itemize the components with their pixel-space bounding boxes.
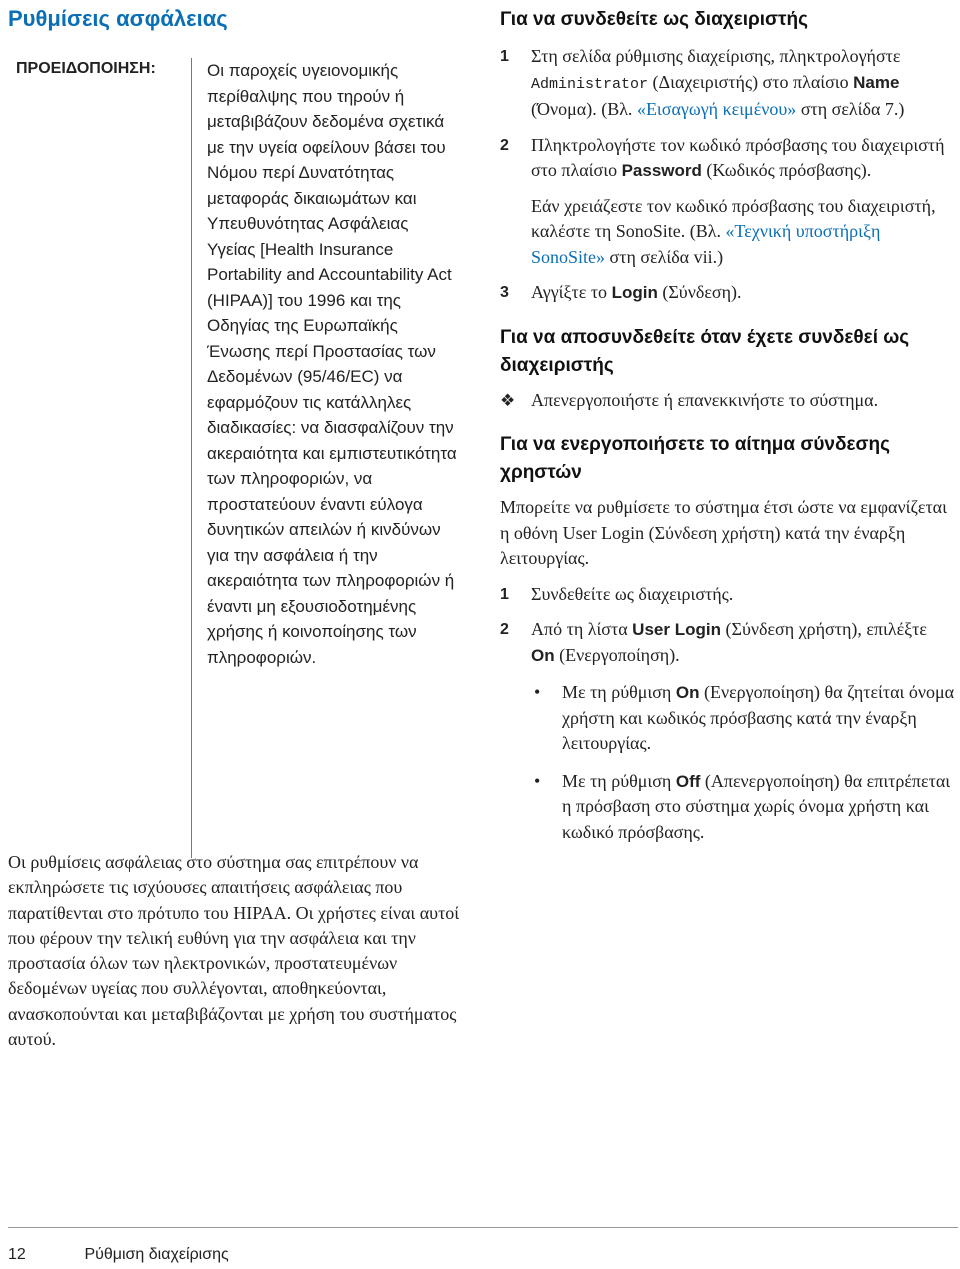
cross-reference-link[interactable]: «Εισαγωγή κειμένου» xyxy=(636,99,797,119)
login-step-2: 2 Πληκτρολογήστε τον κωδικό πρόσβασης του διαχειριστή στο πλαίσιο Password (Κωδικός πρόσβασης). xyxy=(500,134,945,180)
enable-step-1: 1 Συνδεθείτε ως διαχειριστής. xyxy=(500,582,955,608)
footer-divider xyxy=(8,1227,958,1228)
bold-term: Name xyxy=(853,72,900,92)
step-number: 1 xyxy=(500,48,509,65)
page-number: 12 xyxy=(8,1246,26,1263)
security-intro-paragraph: Οι ρυθμίσεις ασφάλειας στο σύστημα σας επιτρέπουν να εκπληρώσετε τις ισχύουσες απαιτήσεις ασφάλειας που παρατίθενται στο πρότυπο του HIPAA. Οι χρήστες είναι αυτοί που φέρουν την τελική ευθύνη για την ασφάλεια και την προστασία όλων των ηλεκτρονικών, προστατευμένων δεδομένων υγείας που συλλέγονται, αποθηκεύονται, ανασκοπούνται και μεταβιβάζονται με χρήση του συστήματος αυτού. xyxy=(8,852,460,1050)
bold-term: User Login xyxy=(632,620,721,639)
bullet-icon: • xyxy=(534,770,541,791)
logout-item: ❖ Απενεργοποιήστε ή επανεκκινήστε το σύστημα. xyxy=(500,388,955,414)
bold-term: Off xyxy=(675,771,701,791)
enable-login-intro: Μπορείτε να ρυθμίσετε το σύστημα έτσι ώστε να εμφανίζεται η οθόνη User Login (Σύνδεση χρήστη) κατά την έναρξη λειτουργίας. xyxy=(500,497,947,568)
logout-heading: Για να αποσυνδεθείτε όταν έχετε συνδεθεί ως διαχειριστής xyxy=(500,326,910,376)
login-step-3: 3 Αγγίξτε το Login (Σύνδεση). xyxy=(500,280,955,306)
login-heading: Για να συνδεθείτε ως διαχειριστής xyxy=(500,9,808,30)
page-footer xyxy=(8,1245,229,1265)
step-number: 2 xyxy=(500,136,509,154)
bullet-on-setting: • Με τη ρύθμιση On (Ενεργοποίηση) θα ζητείται όνομα χρήστη και κωδικός πρόσβασης κατά την έναρξη λειτουργίας. xyxy=(534,682,955,753)
cross-reference-link[interactable]: «Τεχνική υποστήριξη SonoSite» xyxy=(531,221,881,267)
warning-block xyxy=(8,58,460,828)
bold-term: On xyxy=(675,683,700,702)
bold-term: Password xyxy=(621,161,702,180)
right-column xyxy=(500,6,955,845)
warning-divider xyxy=(191,58,192,858)
login-note: Εάν χρειάζεστε τον κωδικό πρόσβασης του διαχειριστή, καλέστε τη SonoSite. (Βλ. «Τεχνική υποστήριξη SonoSite» στη σελίδα vii.) xyxy=(531,195,936,267)
warning-text: Οι παροχείς υγειονομικής περίθαλψης που τηρούν ή μεταβιβάζουν δεδομένα σχετικά με την υγεία οφείλουν βάσει του Νόμου περί Δυνατότητας μεταφοράς δικαιωμάτων και Υπευθυνότητας Ασφάλειας Υγείας [Health Insurance Portability and Accountability Act (HIPAA)] του 1996 και της Οδηγίας της Ευρωπαϊκής Ένωσης περί Προστασίας των Δεδομένων (95/46/EC) να εφαρμόζουν τις κατάλληλες διαδικασίες: να διασφαλίζουν την ακεραιότητα και εμπιστευτικότητα των πληροφοριών, να προστατεύουν έναντι εύλογα δυνητικών απειλών ή κινδύνων για την ασφάλεια ή την ακεραιότητα των πληροφοριών ή έναντι μη εξουσιοδοτημένης χρήσης ή κοινοποίησης των πληροφοριών. xyxy=(207,61,457,667)
enable-step-2: 2 Από τη λίστα User Login (Σύνδεση χρήστη), επιλέξτε On (Ενεργοποίηση). xyxy=(500,619,927,665)
step-number: 2 xyxy=(500,621,509,638)
step-number: 1 xyxy=(500,585,509,603)
code-text: Administrator xyxy=(531,75,649,93)
warning-label: ΠΡΟΕΙΔΟΠΟΙΗΣΗ: xyxy=(16,60,156,77)
bold-term: On xyxy=(531,645,555,665)
page-title: Ρυθμίσεις ασφάλειας xyxy=(8,6,228,31)
login-step-1: 1 Στη σελίδα ρύθμισης διαχείρισης, πληκτρολογήστε Administrator (Διαχειριστής) στο πλαίσιο Name (Όνομα). (Βλ. «Εισαγωγή κειμένου» στη σελίδα 7.) xyxy=(500,46,905,119)
diamond-bullet-icon: ❖ xyxy=(500,390,516,410)
step-number: 3 xyxy=(500,284,509,301)
left-column xyxy=(8,6,460,1050)
bold-term: Login xyxy=(611,283,658,302)
bullet-icon: • xyxy=(534,682,541,702)
bullet-off-setting: • Με τη ρύθμιση Off (Απενεργοποίηση) θα επιτρέπεται η πρόσβαση στο σύστημα χωρίς όνομα χρήστη και κωδικό πρόσβασης. xyxy=(534,770,951,842)
section-name: Ρύθμιση διαχείρισης xyxy=(84,1246,229,1263)
enable-login-heading: Για να ενεργοποιήσετε το αίτημα σύνδεσης χρηστών xyxy=(500,434,890,483)
